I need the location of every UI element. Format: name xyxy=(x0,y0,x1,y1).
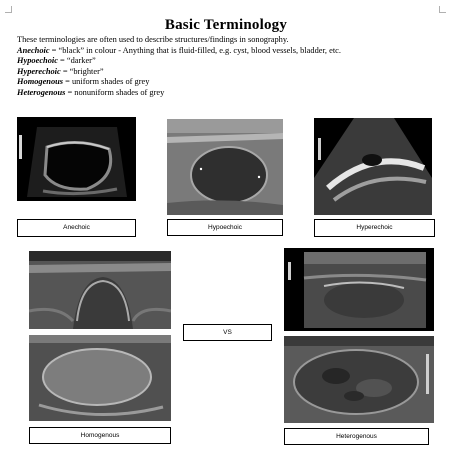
definition-homogenous-text: = uniform shades of grey xyxy=(63,77,150,87)
caption-heterogenous: Heterogenous xyxy=(284,428,429,445)
term-hyperechoic: Hyperechoic xyxy=(17,66,61,76)
caption-hyperechoic: Hyperechoic xyxy=(314,219,435,237)
caption-vs: VS xyxy=(183,324,272,341)
definition-hypoechoic-text: = “darker” xyxy=(57,56,96,66)
definitions-block xyxy=(17,35,447,99)
term-anechoic: Anechoic xyxy=(17,45,50,55)
page-corner-mark-left xyxy=(5,6,12,13)
term-homogenous: Homogenous xyxy=(17,77,64,87)
intro-line: These terminologies are often used to describe structures/findings in sonography. xyxy=(17,35,289,44)
definition-hyperechoic xyxy=(17,67,447,78)
caption-hypoechoic: Hypoechoic xyxy=(167,219,283,236)
heterogenous-ultrasound-image-top xyxy=(284,248,434,331)
hyperechoic-ultrasound-image xyxy=(314,118,432,215)
definition-hyperechoic-text: = “brighter” xyxy=(60,66,104,76)
definition-hypoechoic xyxy=(17,56,447,67)
definition-heterogenous xyxy=(17,88,447,99)
caption-anechoic: Anechoic xyxy=(17,219,136,237)
heterogenous-ultrasound-image-bottom xyxy=(284,336,434,423)
definition-heterogenous-text: = nonuniform shades of grey xyxy=(65,87,165,97)
definition-anechoic-text: = “black” in colour - Anything that is fluid-filled, e.g. cyst, blood vessels, bladder, etc. xyxy=(49,45,341,55)
page-corner-mark-right xyxy=(439,6,446,13)
homogenous-ultrasound-image-top xyxy=(29,251,171,329)
caption-homogenous: Homogenous xyxy=(29,427,171,444)
hypoechoic-ultrasound-image xyxy=(167,119,283,215)
homogenous-ultrasound-image-bottom xyxy=(29,335,171,421)
page-title: Basic Terminology xyxy=(164,17,288,33)
definition-anechoic xyxy=(17,46,447,57)
term-hypoechoic: Hypoechoic xyxy=(17,56,58,66)
anechoic-ultrasound-image xyxy=(17,117,136,201)
definition-homogenous xyxy=(17,77,447,88)
term-heterogenous: Heterogenous xyxy=(17,87,66,97)
